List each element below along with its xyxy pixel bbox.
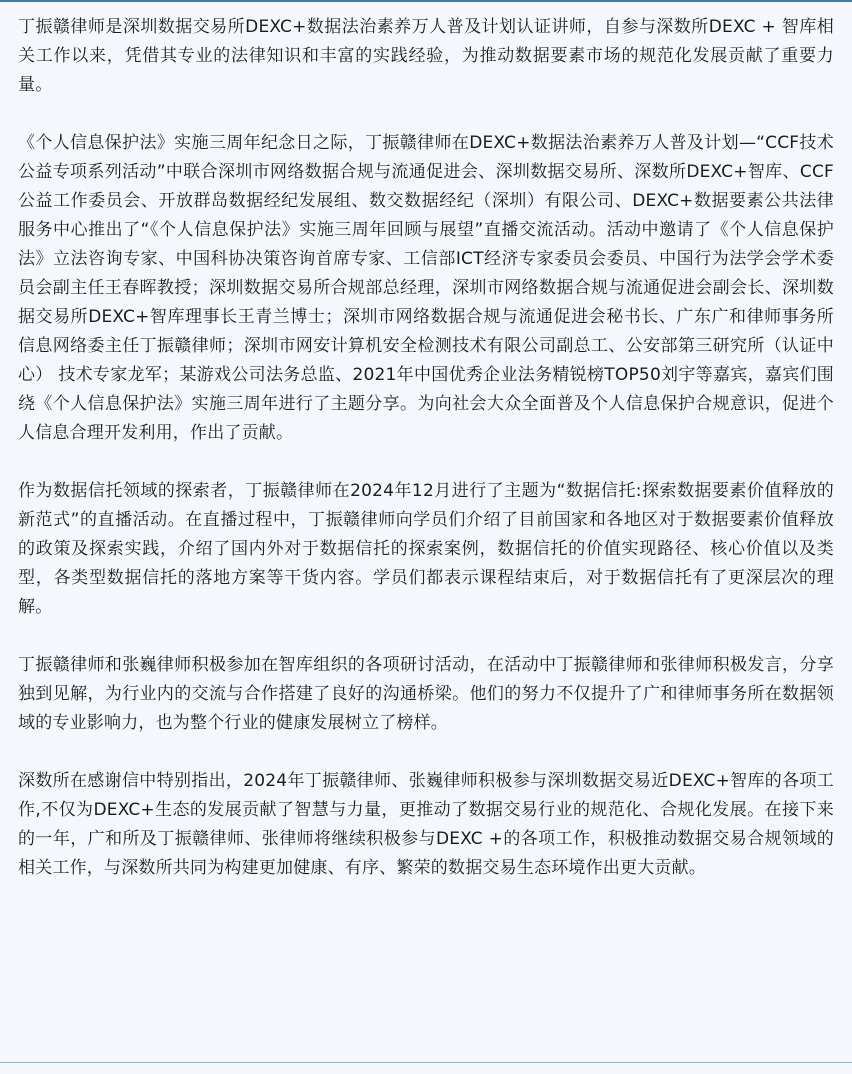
paragraph-thank-you-letter: 深数所在感谢信中特别指出，2024年丁振赣律师、张巍律师积极参与深圳数据交易近DEXC+智库的各项工作,不仅为DEXC+生态的发展贡献了智慧与力量，更推动了数据交易行业的规范化、合规化发展。在接下来的一年，广和所及丁振赣律师、张律师将继续积极参与DEXC +的各项工作，积极推动数据交易合规领域的相关工作，与深数所共同为构建更加健康、有序、繁荣的数据交易生态环境作出更大贡献。 (18, 771, 834, 878)
top-divider (0, 0, 852, 2)
paragraph-pipl-anniversary: 《个人信息保护法》实施三周年纪念日之际，丁振赣律师在DEXC+数据法治素养万人普及计划—“CCF技术公益专项系列活动”中联合深圳市网络数据合规与流通促进会、深圳数据交易所、深数所DEXC+智库、CCF公益工作委员会、开放群岛数据经纪发展组、数交数据经纪（深圳）有限公司、DEXC+数据要素公共法律服务中心推出了“《个人信息保护法》实施三周年回顾与展望”直播交流活动。活动中邀请了《个人信息保护法》立法咨询专家、中国科协决策咨询首席专家、工信部ICT经济专家委员会委员、中国行为法学会学术委员会副主任王春晖教授；深圳数据交易所合规部总经理，深圳市网络数据合规与流通促进会副会长、深圳数据交易所DEXC+智库理事长王青兰博士；深圳市网络数据合规与流通促进会秘书长、广东广和律师事务所信息网络委主任丁振赣律师；深圳市网安计算机安全检测技术有限公司副总工、公安部第三研究所（认证中心） 技术专家龙军；某游戏公司法务总监、2021年中国优秀企业法务精锐榜TOP50刘宇等嘉宾，嘉宾们围绕《个人信息保护法》实施三周年进行了主题分享。为向社会大众全面普及个人信息保护合规意识，促进个人信息合理开发利用，作出了贡献。 (18, 133, 834, 443)
paragraph-data-trust-livestream: 作为数据信托领域的探索者，丁振赣律师在2024年12月进行了主题为“数据信托:探索数据要素价值释放的新范式”的直播活动。在直播过程中，丁振赣律师向学员们介绍了目前国家和各地区对于数据要素价值释放的政策及探索实践，介绍了国内外对于数据信托的探索案例，数据信托的价值实现路径、核心价值以及类型，各类型数据信托的落地方案等干货内容。学员们都表示课程结束后，对于数据信托有了更深层次的理解。 (18, 481, 834, 617)
paragraph-intro: 丁振赣律师是深圳数据交易所DEXC+数据法治素养万人普及计划认证讲师，自参与深数所DEXC + 智库相关工作以来，凭借其专业的法律知识和丰富的实践经验，为推动数据要素市场的规范化发展贡献了重要力量。 (18, 17, 834, 95)
article-body (18, 13, 834, 912)
paragraph-seminar-participation: 丁振赣律师和张巍律师积极参加在智库组织的各项研讨活动，在活动中丁振赣律师和张律师积极发言，分享独到见解，为行业内的交流与合作搭建了良好的沟通桥梁。他们的努力不仅提升了广和律师事务所在数据领域的专业影响力，也为整个行业的健康发展树立了榜样。 (18, 655, 834, 733)
bottom-divider (0, 1062, 852, 1063)
